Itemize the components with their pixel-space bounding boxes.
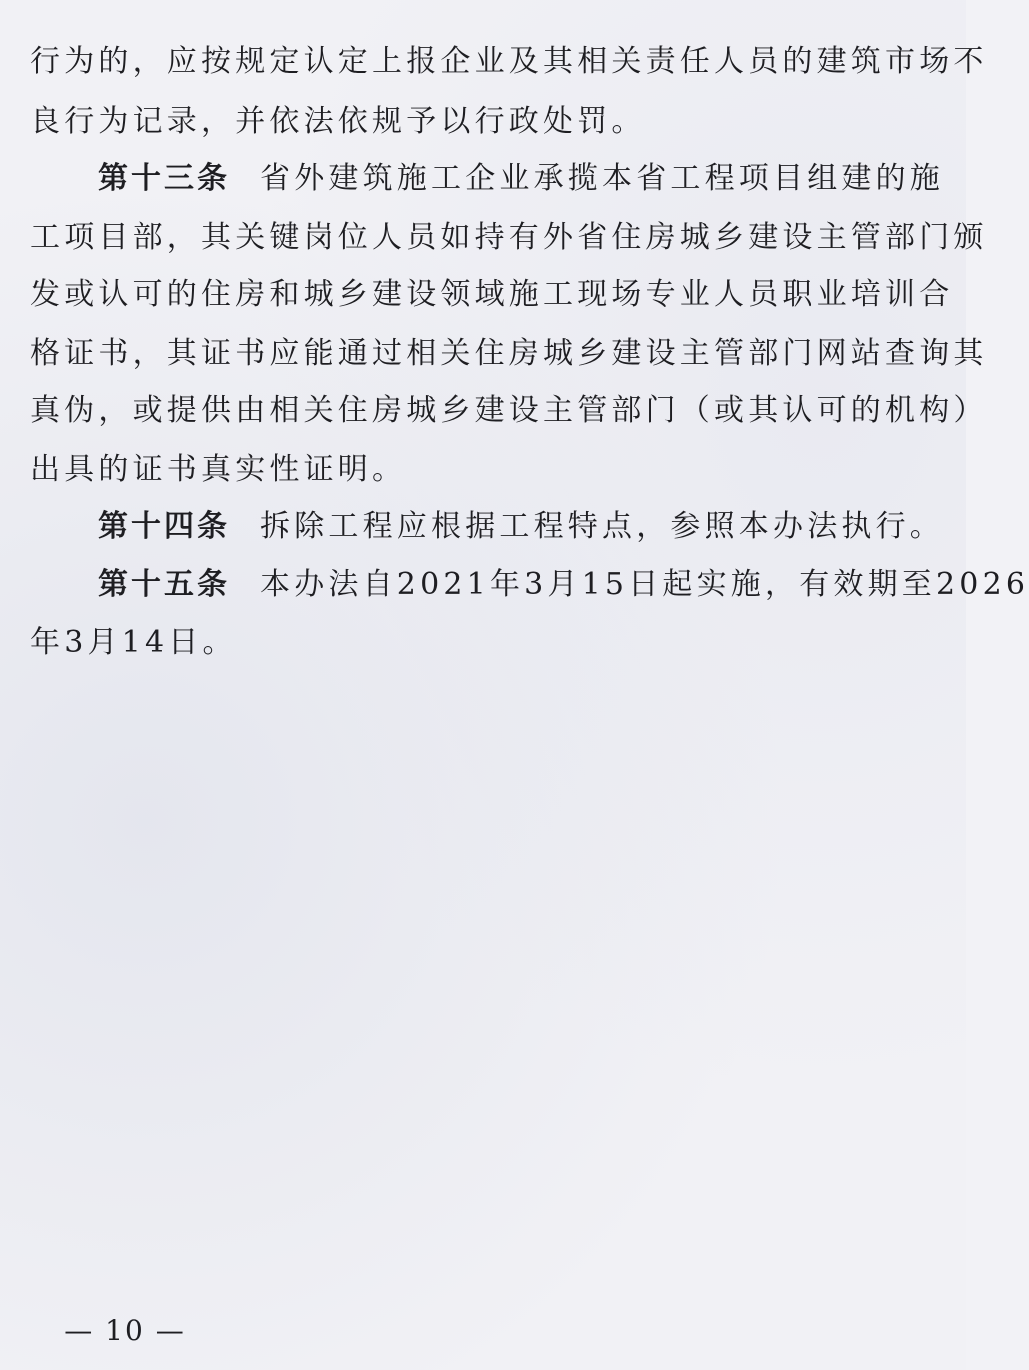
- article-13-title: 第十三条: [98, 161, 230, 196]
- text-line: 工项目部，其关键岗位人员如持有外省住房城乡建设主管部门颁: [30, 220, 988, 255]
- article-15-title: 第十五条: [98, 567, 230, 602]
- article-13-first-line: [30, 150, 944, 208]
- article-14-title: 第十四条: [98, 509, 230, 544]
- text-span: 拆除工程应根据工程特点，参照本办法执行。: [260, 509, 944, 544]
- text-line: 行为的，应按规定认定上报企业及其相关责任人员的建筑市场不: [30, 44, 988, 79]
- text-line: 真伪，或提供由相关住房城乡建设主管部门（或其认可的机构）: [30, 393, 988, 428]
- text-span: 省外建筑施工企业承揽本省工程项目组建的施: [260, 161, 944, 196]
- text-line: 良行为记录，并依法依规予以行政处罚。: [30, 104, 646, 139]
- text-line: 格证书，其证书应能通过相关住房城乡建设主管部门网站查询其: [30, 336, 988, 371]
- article-15-first-line: [30, 556, 1029, 614]
- text-span: 本办法自2021年3月15日起实施，有效期至2026: [260, 567, 1029, 602]
- text-line: 年3月14日。: [30, 625, 237, 660]
- text-line: 出具的证书真实性证明。: [30, 452, 407, 487]
- article-14-line: [30, 498, 944, 556]
- text-line: 发或认可的住房和城乡建设领域施工现场专业人员职业培训合: [30, 277, 954, 312]
- page-number: — 10 —: [64, 1314, 186, 1347]
